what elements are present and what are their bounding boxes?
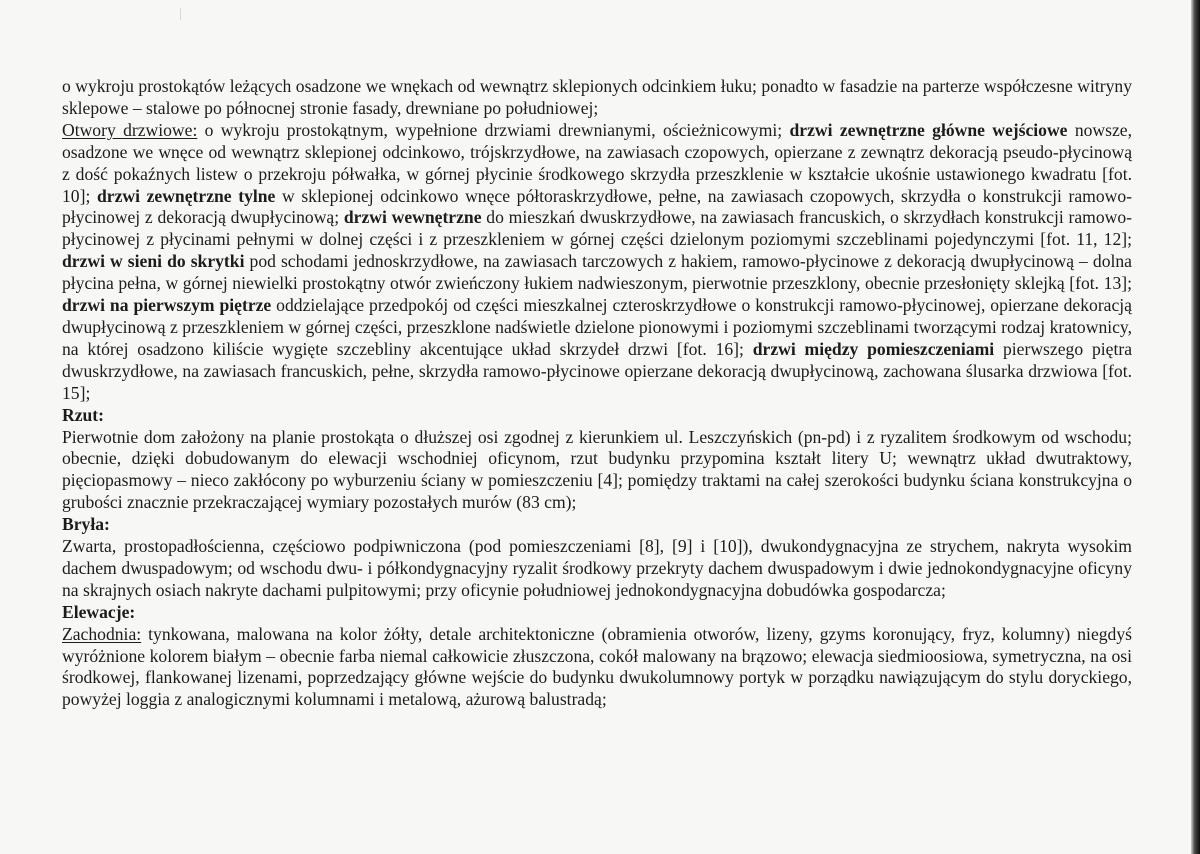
doors-bold-1: drzwi zewnętrzne główne wejściowe	[789, 119, 1068, 140]
doors-text-4: do mieszkań dwuskrzydłowe, na zawiasach francuskich, o skrzydłach konstrukcji ramowo-płycinowej z płycinami pełnymi w dolnej części i z przeszkleniem w górnej części dzielonym poziomymi szczeblinami pojedynczymi [fot. 11, 12];	[62, 207, 1132, 250]
doors-text-6: oddzielające przedpokój od części mieszkalnej czteroskrzydłowe o konstrukcji ramowo-płycinowej, opierzane dekoracją dwupłycinową z przeszkleniem w górnej części, przeszklone nadświetle dzielone pionowymi i poziomymi szczeblinami tworzącymi rodzaj kratownicy, na której osadzono kiliście wygięte szczebliny akcentujące układ skrzydeł drzwi [fot. 16];	[62, 295, 1132, 359]
doors-text-2: nowsze, osadzone we wnęce od wewnątrz sklepionej odcinkowo, trójskrzydłowe, na zawiasach czopowych, opierzane z zewnątrz dekoracją pseudo-płycinową z dość pokaźnych listew o przekroju półwałka, w górnej płycinie środkowego skrzydła przeszklenie w kształcie ukośnie ustawionego kwadratu [fot. 10];	[62, 119, 1132, 206]
doors-paragraph	[62, 120, 1132, 405]
doors-bold-5: drzwi na pierwszym piętrze	[62, 295, 272, 316]
west-elevation-label: Zachodnia:	[62, 623, 142, 644]
rzut-heading: Rzut:	[62, 404, 105, 425]
doors-text-3: w sklepionej odcinkowo wnęce półtoraskrzydłowe, pełne, na zawiasach czopowych, skrzydła o konstrukcji ramowo-płycinowej z dekoracją dwupłycinową;	[62, 185, 1132, 228]
scan-artifact	[180, 8, 181, 20]
doors-bold-6: drzwi między pomieszczeniami	[752, 338, 995, 359]
document-body	[62, 76, 1132, 711]
elewacje-heading: Elewacje:	[62, 601, 136, 622]
elewacje-paragraph	[62, 624, 1132, 712]
rzut-paragraph: Pierwotnie dom założony na planie prostokąta o dłuższej osi zgodnej z kierunkiem ul. Leszczyńskich (pn-pd) i z ryzalitem środkowym od wschodu; obecnie, dzięki dobudowanym do elewacji wschodniej oficynom, rzut budynku przypomina kształt litery U; wewnątrz układ dwutraktowy, pięciopasmowy – nieco zakłócony po wyburzeniu ściany w pomieszczeniu [4]; pomiędzy traktami na całej szerokości budynku ściana konstrukcyjna o grubości znacznie przekraczającej wymiary pozostałych murów (83 cm);	[62, 426, 1132, 513]
doors-bold-3: drzwi wewnętrzne	[343, 207, 482, 228]
intro-text: o wykroju prostokątów leżących osadzone we wnękach od wewnątrz sklepionych odcinkiem łuku; ponadto w fasadzie na parterze współczesne witryny sklepowe – stalowe po północnej stronie fasady, drewniane po południowej;	[62, 76, 1132, 118]
bryla-paragraph: Zwarta, prostopadłościenna, częściowo podpiwniczona (pod pomieszczeniami [8], [9] i [10]), dwukondygnacyjna ze strychem, nakryta wysokim dachem dwuspadowym; od wschodu dwu- i półkondygnacyjny ryzalit środkowy przekryty dachem dwuspadowym i dwie jednokondygnacyjne oficyny na skrajnych osiach nakryte dachami pulpitowymi; przy oficynie południowej jednokondygnacyjna dobudówka gospodarcza;	[62, 536, 1132, 600]
scan-edge	[1191, 0, 1200, 854]
doors-bold-4: drzwi w sieni do skrytki	[62, 251, 245, 272]
doors-text-7: pierwszego piętra dwuskrzydłowe, na zawiasach francuskich, pełne, skrzydła ramowo-płycinowe opierzane dekoracją dwupłycinową, zachowana ślusarka drzwiowa [fot. 15];	[62, 338, 1132, 403]
doors-bold-2: drzwi zewnętrzne tylne	[96, 185, 276, 206]
doors-text-5: pod schodami jednoskrzydłowe, na zawiasach tarczowych z hakiem, ramowo-płycinowe z dekoracją dwupłycinową – dolna płycina pełna, w górnej niewielki prostokątny otwór zwieńczony łukiem nadwieszonym, pierwotnie przeszklony, obecnie przesłonięty sklejką [fot. 13];	[62, 251, 1132, 294]
west-elevation-text: tynkowana, malowana na kolor żółty, detale architektoniczne (obramienia otworów, lizeny, gzyms koronujący, fryz, kolumny) niegdyś wyróżnione kolorem białym – obecnie farba niemal całkowicie złuszczona, cokół malowany na brązowo; elewacja siedmioosiowa, symetryczna, na osi środkowej, flankowanej lizenami, poprzedzający główne wejście do budynku dwukolumnowy portyk w porządku nawiązującym do stylu doryckiego, powyżej loggia z analogicznymi kolumnami i metalową, ażurową balustradą;	[62, 623, 1132, 710]
doors-label: Otwory drzwiowe:	[62, 119, 198, 140]
bryla-heading: Bryła:	[62, 514, 110, 535]
intro-paragraph	[62, 76, 1132, 120]
doors-text-1: o wykroju prostokątnym, wypełnione drzwiami drewnianymi, ościeżnicowymi;	[197, 119, 790, 140]
